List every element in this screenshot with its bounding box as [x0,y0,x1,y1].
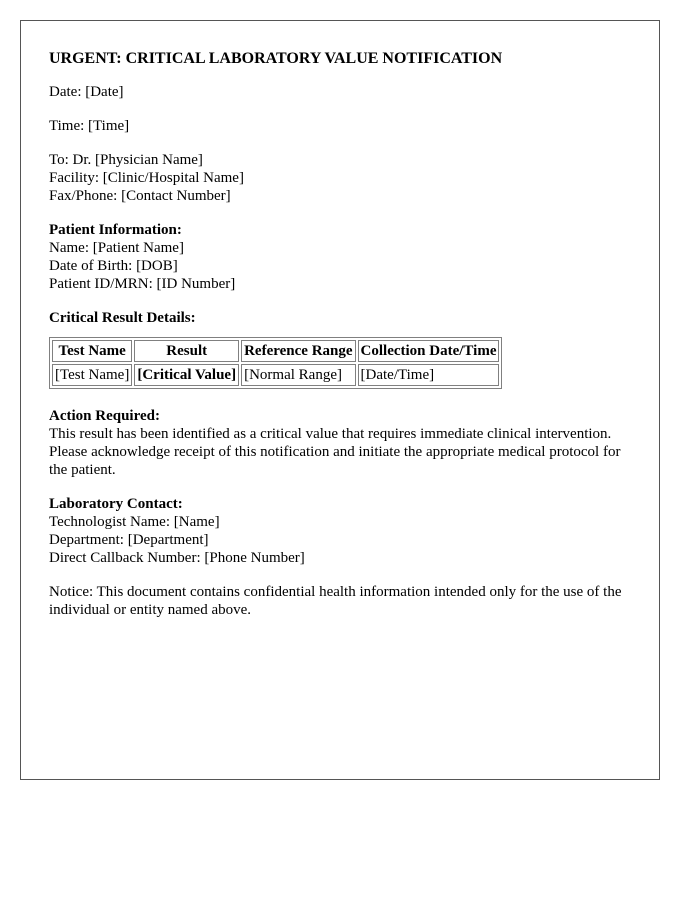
lab-contact-section [49,495,631,567]
recipient-fax-phone: Fax/Phone: [Contact Number] [49,188,231,204]
lab-contact-heading: Laboratory Contact: [49,496,183,512]
cell-normal-range: [Normal Range] [241,364,355,386]
lab-department: Department: [Department] [49,532,209,548]
patient-heading: Patient Information: [49,222,182,238]
notification-document [20,20,660,780]
cell-collection-datetime: [Date/Time] [358,364,500,386]
time-line: Time: [Time] [49,118,130,134]
patient-name: Name: [Patient Name] [49,240,184,256]
results-heading: Critical Result Details: [49,310,196,326]
lab-technologist: Technologist Name: [Name] [49,514,220,530]
action-text: This result has been identified as a critical value that requires immediate clinical intervention. Please acknowledge receipt of this notification and initiate the appropriate medical protocol for the patient. [49,426,621,478]
document-title: URGENT: CRITICAL LABORATORY VALUE NOTIFICATION [49,50,503,67]
header-reference-range: Reference Range [241,340,355,362]
recipient-section [49,151,631,205]
table-row [52,364,499,386]
lab-callback: Direct Callback Number: [Phone Number] [49,550,305,566]
cell-test-name: [Test Name] [52,364,132,386]
header-test-name: Test Name [52,340,132,362]
cell-critical-value: [Critical Value] [134,364,239,386]
recipient-facility: Facility: [Clinic/Hospital Name] [49,170,244,186]
patient-id: Patient ID/MRN: [ID Number] [49,276,236,292]
results-header-row [52,340,499,362]
date-line: Date: [Date] [49,84,124,100]
confidentiality-notice: Notice: This document contains confidential health information intended only for the use of the individual or entity named above. [49,584,622,618]
action-heading: Action Required: [49,408,160,424]
results-table [49,337,502,389]
recipient-to: To: Dr. [Physician Name] [49,152,203,168]
header-result: Result [134,340,239,362]
patient-section [49,221,631,293]
action-section [49,407,631,479]
patient-dob: Date of Birth: [DOB] [49,258,178,274]
header-collection-datetime: Collection Date/Time [358,340,500,362]
